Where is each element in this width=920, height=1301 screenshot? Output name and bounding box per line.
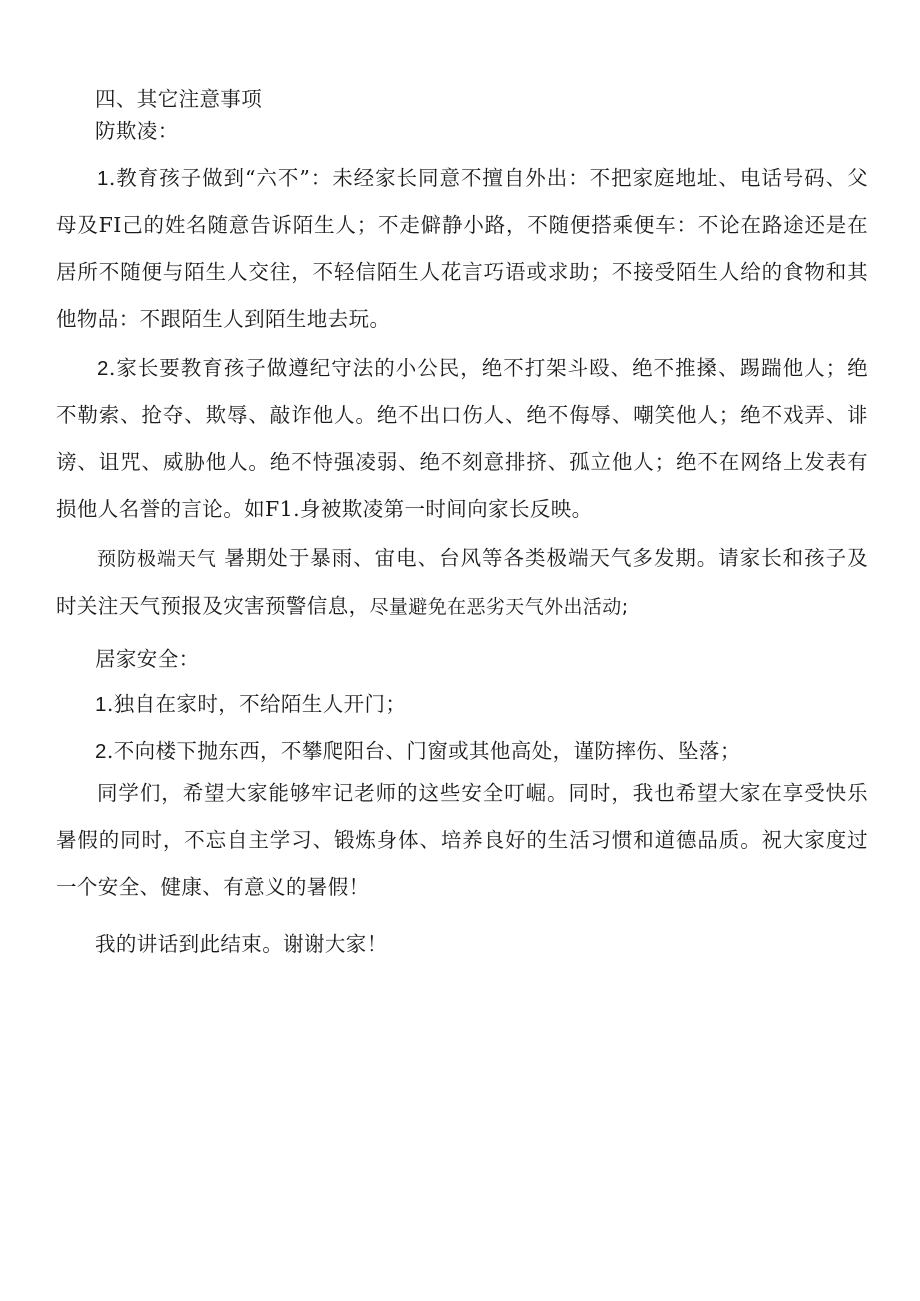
weather-label: 预防极端天气 bbox=[97, 548, 217, 570]
bullying-subheading: 防欺凌： bbox=[95, 119, 179, 143]
weather-paragraph bbox=[56, 535, 868, 631]
section-heading: 四、其它注意事项 bbox=[95, 87, 263, 111]
bullying-item-1 bbox=[56, 155, 868, 343]
item-text: .家长要教育孩子做遵纪守法的小公民，绝不打架斗殴、绝不推搡、踢踹他人；绝不勒索、抢夺、欺辱、敲诈他人。绝不出口伤人、绝不侮辱、嘲笑他人；绝不戏弄、诽谤、诅咒、威胁他人。绝不恃强凌弱、绝不刻意排挤、孤立他人；绝不在网络上发表有损他人名誉的言论。如F1.身被欺凌第一时间向家长反映。 bbox=[56, 356, 868, 521]
item-text: .独自在家时，不给陌生人开门； bbox=[106, 692, 407, 716]
home-safety-item-2 bbox=[95, 737, 741, 766]
weather-advice: 尽量避免在恶劣天气外出活动; bbox=[369, 596, 629, 618]
item-number: 2 bbox=[95, 740, 107, 763]
item-text: .教育孩子做到“六不”：未经家长同意不擅自外出：不把家庭地址、电话号码、父母及FI己的姓名随意告诉陌生人；不走僻静小路，不随便搭乘便车：不论在路途还是在居所不随便与陌生人交往，不轻信陌生人花言巧语或求助；不接受陌生人给的食物和其他物品：不跟陌生人到陌生地去玩。 bbox=[56, 166, 868, 331]
item-number: 1 bbox=[97, 167, 109, 190]
item-number: 2 bbox=[97, 357, 109, 380]
home-safety-heading: 居家安全： bbox=[95, 647, 200, 671]
closing-paragraph: 同学们，希望大家能够牢记老师的这些安全叮崛。同时，我也希望大家在享受快乐暑假的同时，不忘自主学习、锻炼身体、培养良好的生活习惯和道德品质。祝大家度过一个安全、健康、有意义的暑假！ bbox=[56, 781, 868, 899]
item-number: 1 bbox=[95, 693, 107, 716]
closing-final-line: 我的讲话到此结束。谢谢大家！ bbox=[95, 932, 388, 956]
bullying-item-2 bbox=[56, 345, 868, 533]
item-text: .不向楼下抛东西，不攀爬阳台、门窗或其他高处，谨防摔伤、坠落； bbox=[106, 739, 741, 763]
weather-text: 暑期处于暴雨、宙电、台风等各类极端天气多发期。请家长和孩子及时关注天气预报及灾害预警信息， bbox=[56, 546, 869, 618]
home-safety-item-1 bbox=[95, 690, 406, 719]
